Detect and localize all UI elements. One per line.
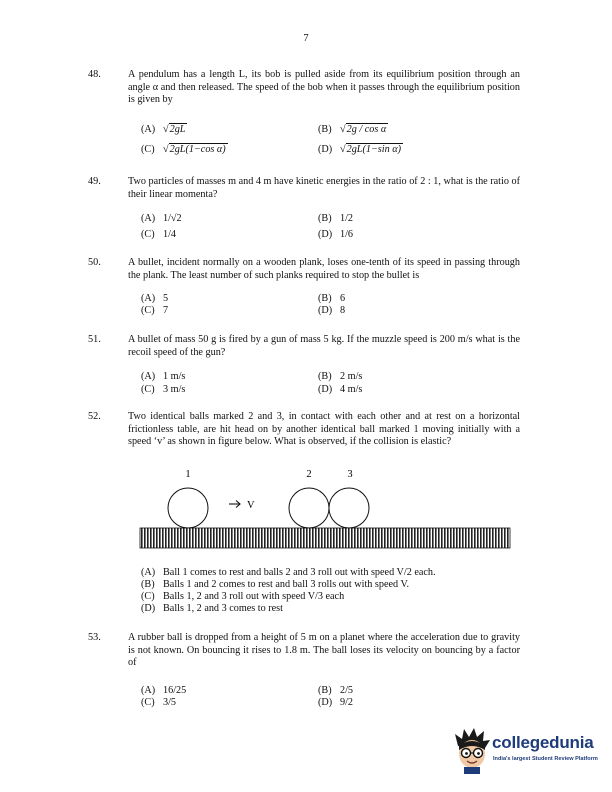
option-a: (A) 1/√2 bbox=[141, 213, 182, 224]
question-number: 50. bbox=[88, 257, 101, 268]
ball-1 bbox=[168, 488, 208, 528]
question-number: 48. bbox=[88, 69, 101, 80]
question-text: A bullet, incident normally on a wooden plank, loses one-tenth of its speed in passing through the plank. The least number of such planks required to stop the bullet is bbox=[128, 257, 520, 281]
question-text: A rubber ball is dropped from a height of 5 m on a planet where the acceleration due to gravity is not known. On bouncing it rises to 1.8 m. The ball loses its velocity on bouncing by a factor of bbox=[128, 632, 520, 669]
option-b: (B) 2 m/s bbox=[318, 371, 363, 382]
hatched-table-surface bbox=[140, 528, 510, 548]
option-d: (D) 8 bbox=[318, 305, 346, 316]
option-a: (A) Ball 1 comes to rest and balls 2 and 3 roll out with speed V/2 each. bbox=[141, 567, 436, 578]
page-number: 7 bbox=[303, 33, 309, 44]
option-c: (C) 1/4 bbox=[141, 229, 177, 240]
option-c: (C) Balls 1, 2 and 3 roll out with speed V/3 each bbox=[141, 591, 345, 602]
option-b: (B) 6 bbox=[318, 293, 346, 304]
question-text: A pendulum has a length L, its bob is pulled aside from its equilibrium position through an angle α and then released. The speed of the bob when it passes through the equilibrium position is given by bbox=[128, 69, 520, 106]
option-d: (D) Balls 1, 2 and 3 comes to rest bbox=[141, 603, 283, 614]
option-d: (D) 9/2 bbox=[318, 697, 354, 708]
option-b: (B) 2/5 bbox=[318, 685, 354, 696]
ball-3 bbox=[329, 488, 369, 528]
velocity-label: V bbox=[247, 500, 255, 511]
option-c: (C) 3/5 bbox=[141, 697, 177, 708]
option-d: (D) √2gL(1−sin α) bbox=[318, 144, 401, 155]
brand-tagline: India's largest Student Review Platform bbox=[493, 756, 598, 762]
option-a: (A) 16/25 bbox=[141, 685, 187, 696]
option-d: (D) 1/6 bbox=[318, 229, 354, 240]
question-text: Two particles of masses m and 4 m have kinetic energies in the ratio of 2 : 1, what is the ratio of their linear momenta? bbox=[128, 176, 520, 200]
question-number: 53. bbox=[88, 632, 101, 643]
collision-figure bbox=[138, 462, 512, 552]
ball-2-label: 2 bbox=[306, 469, 312, 480]
collegedunia-logo bbox=[452, 726, 602, 776]
option-c: (C) 7 bbox=[141, 305, 169, 316]
option-b: (B) √2g / cos α bbox=[318, 124, 387, 135]
question-number: 49. bbox=[88, 176, 101, 187]
ball-2 bbox=[289, 488, 329, 528]
ball-1-label: 1 bbox=[185, 469, 191, 480]
question-text: Two identical balls marked 2 and 3, in contact with each other and at rest on a horizontal frictionless table, are hit head on by another identical ball marked 1 moving initially with a speed ‘v’ as shown in figure below. What is observed, if the collision is elastic? bbox=[128, 411, 520, 448]
option-b: (B) 1/2 bbox=[318, 213, 354, 224]
option-c: (C) √2gL(1−cos α) bbox=[141, 144, 226, 155]
option-a: (A) √2gL bbox=[141, 124, 186, 135]
question-text: A bullet of mass 50 g is fired by a gun of mass 5 kg. If the muzzle speed is 200 m/s what is the recoil speed of the gun? bbox=[128, 334, 520, 358]
question-number: 52. bbox=[88, 411, 101, 422]
option-c: (C) 3 m/s bbox=[141, 384, 186, 395]
arrow-right-icon bbox=[229, 501, 240, 508]
option-b: (B) Balls 1 and 2 comes to rest and ball 3 rolls out with speed V. bbox=[141, 579, 410, 590]
ball-3-label: 3 bbox=[347, 469, 353, 480]
option-a: (A) 1 m/s bbox=[141, 371, 186, 382]
brand-name: collegedunia bbox=[492, 733, 594, 752]
option-d: (D) 4 m/s bbox=[318, 384, 363, 395]
option-a: (A) 5 bbox=[141, 293, 169, 304]
mascot-face-icon bbox=[452, 726, 492, 774]
question-number: 51. bbox=[88, 334, 101, 345]
